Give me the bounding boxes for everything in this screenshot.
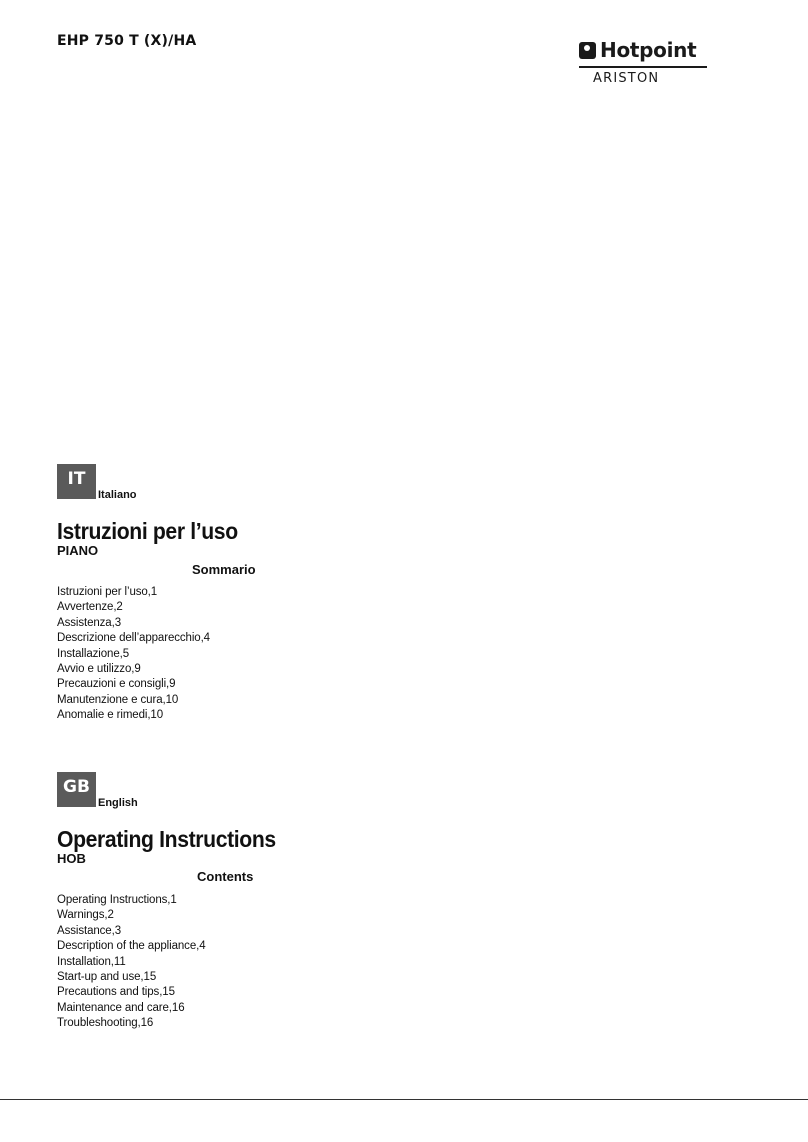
language-badge-gb: GB (57, 772, 96, 807)
toc-item[interactable]: Avvio e utilizzo,9 (57, 662, 141, 675)
hotpoint-logo-icon (579, 42, 596, 59)
toc-item[interactable]: Operating Instructions,1 (57, 894, 177, 906)
toc-item[interactable]: Istruzioni per l’uso,1 (57, 586, 158, 598)
toc-item[interactable]: Description of the appliance,4 (57, 940, 206, 953)
toc-item[interactable]: Start-up and use,15 (57, 970, 157, 983)
brand-name: Hotpoint (600, 38, 697, 62)
toc-item[interactable]: Maintenance and care,16 (57, 1001, 185, 1014)
toc-item[interactable]: Avvertenze,2 (57, 601, 123, 614)
toc-title-gb: Contents (197, 869, 254, 884)
section-title-it: Istruzioni per l’uso (57, 518, 238, 544)
language-badge-it: IT (57, 464, 96, 499)
language-label-it: Italiano (98, 489, 137, 501)
toc-list-gb (57, 893, 206, 1032)
toc-item[interactable]: Installation,11 (57, 955, 126, 968)
toc-item[interactable]: Installazione,5 (57, 647, 130, 660)
toc-title-it: Sommario (192, 562, 256, 577)
brand-logo (579, 38, 709, 94)
logo-divider (579, 66, 707, 68)
toc-item[interactable]: Assistance,3 (57, 924, 121, 937)
brand-subname: ARISTON (593, 71, 660, 86)
section-subtitle-it: PIANO (57, 543, 99, 558)
section-subtitle-gb: HOB (57, 851, 86, 866)
toc-item[interactable]: Precautions and tips,15 (57, 986, 175, 999)
page-bottom-rule (0, 1099, 808, 1100)
toc-item[interactable]: Warnings,2 (57, 909, 114, 922)
toc-item[interactable]: Manutenzione e cura,10 (57, 693, 179, 706)
toc-item[interactable]: Anomalie e rimedi,10 (57, 709, 164, 722)
model-number: EHP 750 T (X)/HA (57, 33, 197, 49)
toc-item[interactable]: Troubleshooting,16 (57, 1017, 154, 1030)
toc-list-it (57, 585, 210, 724)
toc-item[interactable]: Descrizione dell’apparecchio,4 (57, 632, 210, 645)
toc-item[interactable]: Precauzioni e consigli,9 (57, 678, 176, 691)
section-title-gb: Operating Instructions (57, 826, 276, 852)
toc-item[interactable]: Assistenza,3 (57, 616, 121, 629)
language-label-gb: English (98, 797, 138, 809)
